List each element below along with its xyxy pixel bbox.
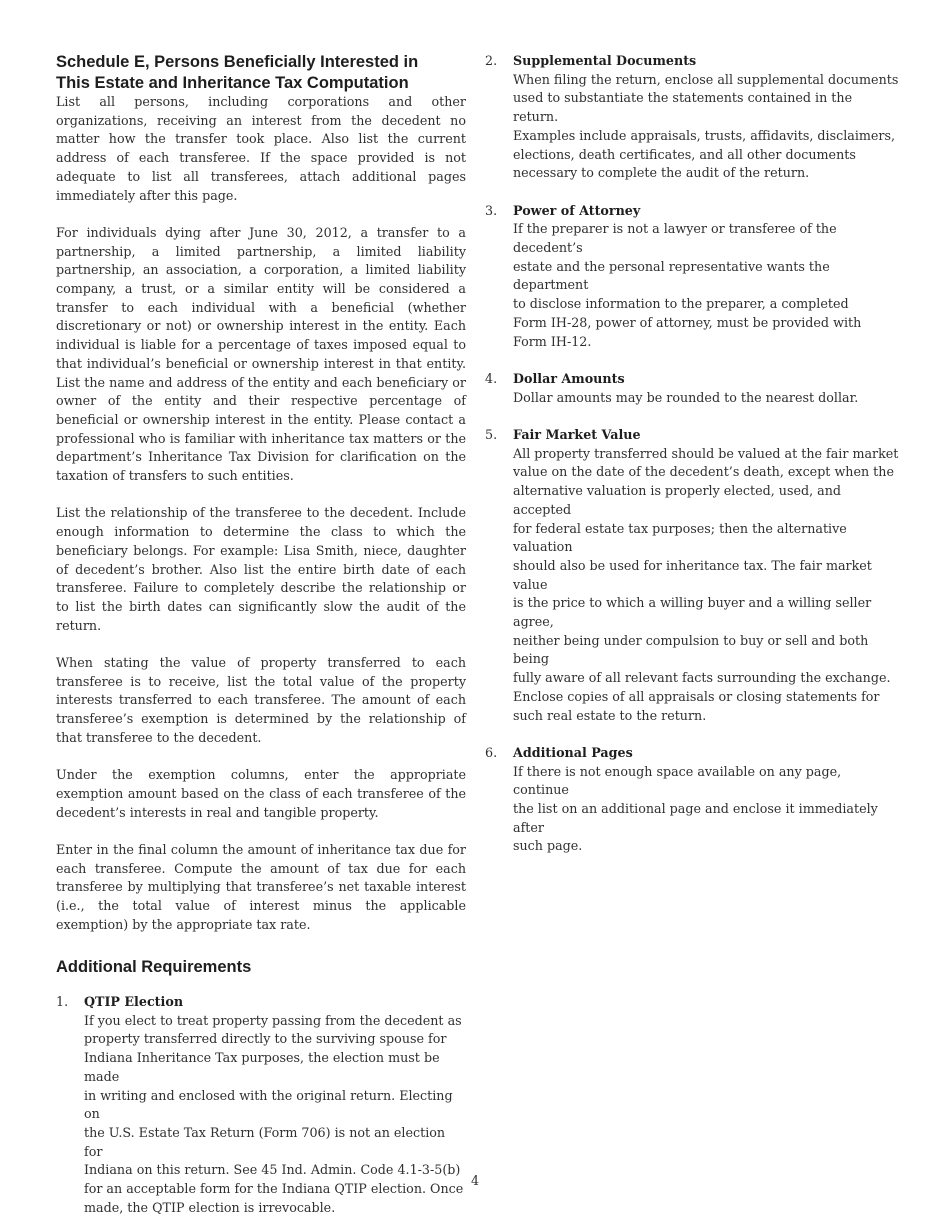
requirement-line: elections, death certificates, and all other documents [513,146,856,162]
requirement-line: alternative valuation is properly elected, used, and accepted [513,483,842,517]
requirement-line: for federal estate tax purposes; then the alternative valuation [513,520,847,555]
requirement-line: Examples include appraisals, trusts, affidavits, disclaimers, [513,127,896,143]
requirement-title: Dollar Amounts [513,370,625,386]
requirement-title: Power of Attorney [513,202,641,218]
requirement-line: necessary to complete the audit of the return. [513,165,810,181]
requirement-line: Dollar amounts may be rounded to the nearest dollar. [513,389,859,405]
requirement-line: in writing and enclosed with the original return. Electing on [84,1087,453,1122]
requirement-line: value on the date of the decedent’s death, except when the [513,464,894,480]
requirement-body [513,220,900,351]
left-column [56,52,466,1218]
requirement-line: used to substantiate the statements contained in the return. [513,90,853,125]
requirement-line: the list on an additional page and enclose it immediately after [513,801,878,835]
requirement-line: to disclose information to the preparer, a completed [513,296,849,312]
schedule-e-heading-line2: This Estate and Inheritance Tax Computation [56,73,409,92]
schedule-e-heading-line1: Schedule E, Persons Beneficially Interested in [56,53,419,71]
requirement-number: 1. [56,994,69,1010]
requirement-line: made, the QTIP election is irrevocable. [84,1199,336,1215]
requirement-title: QTIP Election [84,994,184,1010]
requirement-item-power-of-attorney [485,202,900,352]
requirement-item-dollar-amounts [485,370,900,407]
requirement-line: If the preparer is not a lawyer or transferee of the decedent’s [513,221,837,256]
requirement-line: property transferred directly to the surviving spouse for [84,1031,447,1047]
requirement-line: Indiana on this return. See 45 Ind. Admin. Code 4.1-3-5(b) [84,1162,461,1178]
requirement-line: estate and the personal representative wants the department [513,258,830,293]
schedule-e-heading [56,52,466,93]
requirement-line: Form IH-28, power of attorney, must be provided with [513,314,862,330]
requirement-line: neither being under compulsion to buy or sell and both being [513,632,869,667]
requirement-title: Fair Market Value [513,427,641,443]
requirement-body [513,389,900,408]
requirement-line: Form IH-12. [513,333,592,349]
requirement-line: If you elect to treat property passing from the decedent as [84,1012,462,1028]
requirement-body [513,445,900,726]
requirement-line: such page. [513,838,583,854]
requirement-title: Supplemental Documents [513,53,697,68]
requirement-line: for an acceptable form for the Indiana QTIP election. Once [84,1181,464,1197]
schedule-e-paragraph-1: List all persons, including corporations and other organizations, receiving an interest from the decedent no matter how the transfer took place. Also list the current address of each transferee. If the space provided is not adequate to list all transferees, attach additional pages immediately after this page. [56,94,466,203]
requirement-item-supplemental-documents [485,52,900,183]
schedule-e-paragraph-4: When stating the value of property transferred to each transferee is to receive, list the total value of the property interests transferred to each transferee. The amount of each transferee’s exemption is determined by the relationship of that transferee to the decedent. [56,655,466,745]
requirement-line: Enclose copies of all appraisals or closing statements for [513,688,880,704]
requirement-line: If there is not enough space available on any page, continue [513,763,842,798]
page-number: 4 [470,1173,480,1188]
right-column [485,52,900,856]
requirement-line: fully aware of all relevant facts surrounding the exchange. [513,670,891,686]
additional-requirements-heading: Additional Requirements [56,957,252,976]
requirement-line: should also be used for inheritance tax. The fair market value [513,557,872,592]
requirement-line: All property transferred should be valued at the fair market [513,445,899,461]
requirement-number: 5. [485,427,498,443]
schedule-e-paragraph-2: For individuals dying after June 30, 2012, a transfer to a partnership, a limited partnership, a limited liability partnership, an association, a corporation, a limited liability company, a trust, or a similar entity will be considered a transfer to each individual with a beneficial (whether discretionary or not) or ownership interest in the entity. Each individual is liable for a percentage of taxes imposed equal to that individual’s beneficial or ownership interest in that entity. List the name and address of the entity and each beneficiary or owner of the entity and their respective percentage of beneficial or ownership interest in the entity. Please contact a professional who is familiar with inheritance tax matters or the department’s Inheritance Tax Division for clarification on the taxation of transfers to such entities. [56,224,466,484]
requirement-body [513,71,900,183]
requirement-item-fair-market-value [485,426,900,725]
requirement-number: 3. [485,202,498,218]
requirement-line: When filing the return, enclose all supplemental documents [513,71,899,87]
requirement-line: the U.S. Estate Tax Return (Form 706) is not an election for [84,1124,446,1159]
requirement-body [513,763,900,857]
requirement-line: such real estate to the return. [513,707,707,723]
schedule-e-paragraph-6: Enter in the final column the amount of inheritance tax due for each transferee. Compute the amount of tax due for each transferee by multiplying that transferee’s net taxable interest (i.e., the total value of interest minus the applicable exemption) by the appropriate tax rate. [56,842,466,932]
schedule-e-paragraph-5: Under the exemption columns, enter the appropriate exemption amount based on the class of each transferee of the decedent’s interests in real and tangible property. [56,767,466,820]
requirement-number: 4. [485,370,498,386]
requirement-number: 2. [485,53,498,68]
requirement-title: Additional Pages [513,744,633,760]
requirement-number: 6. [485,744,498,760]
requirement-line: Indiana Inheritance Tax purposes, the election must be made [84,1050,440,1084]
schedule-e-paragraph-3: List the relationship of the transferee to the decedent. Include enough information to determine the class to which the beneficiary belongs. For example: Lisa Smith, niece, daughter of decedent’s brother. Also list the entire birth date of each transferee. Failure to completely describe the relationship or to list the birth dates can significantly slow the audit of the return. [56,505,466,633]
requirement-item-additional-pages [485,744,900,856]
requirement-line: is the price to which a willing buyer and a willing seller agree, [513,595,872,630]
